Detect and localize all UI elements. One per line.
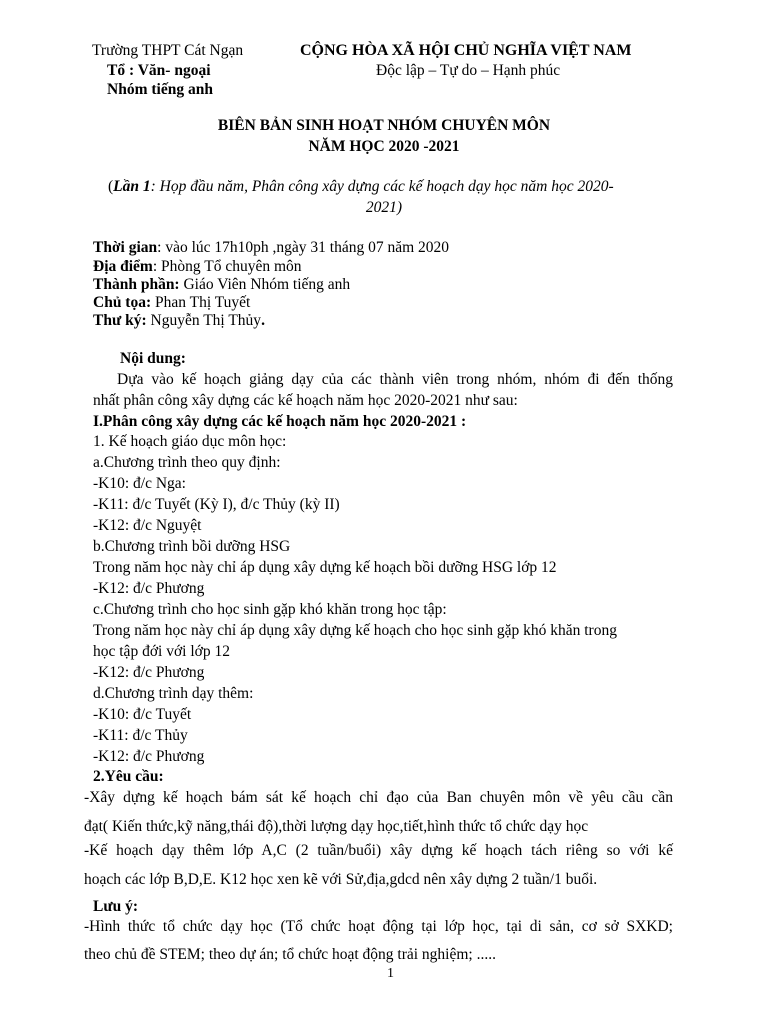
note-line-2: theo chủ đề STEM; theo dự án; tổ chức hoạt động trải nghiệm; ..... [84, 946, 496, 963]
item-d: d.Chương trình dạy thêm: [93, 685, 254, 702]
intro-line-1: Dựa vào kế hoạch giảng dạy của các thành viên trong nhóm, nhóm đi đến thống [117, 371, 673, 388]
content-heading: Nội dung: [120, 350, 186, 367]
meeting-chair [93, 294, 250, 312]
requirement-1-line-1: -Xây dựng kế hoạch bám sát kế hoạch chỉ đạo của Ban chuyên môn về yêu cầu cần [84, 789, 673, 806]
item-b-note: Trong năm học này chỉ áp dụng xây dựng kế hoạch bồi dưỡng HSG lớp 12 [93, 559, 557, 576]
meeting-number: Lần 1 [113, 178, 151, 195]
chair-label: Chủ tọa: [93, 294, 152, 311]
place-label: Địa điểm [93, 258, 153, 275]
place-value: : Phòng Tổ chuyên môn [152, 258, 302, 275]
document-title: BIÊN BẢN SINH HOẠT NHÓM CHUYÊN MÔN [217, 117, 551, 134]
item-c-note-2: học tập đới với lớp 12 [93, 643, 230, 660]
department-name: Tổ : Văn- ngoại [107, 62, 211, 79]
chair-value: Phan Thị Tuyết [151, 294, 251, 311]
members-value: Giáo Viên Nhóm tiếng anh [179, 276, 351, 293]
item-a-k10: -K10: đ/c Nga: [93, 475, 186, 492]
item-a: a.Chương trình theo quy định: [93, 454, 281, 471]
item-a-k12: -K12: đ/c Nguyệt [93, 517, 202, 534]
item-b: b.Chương trình bồi dưỡng HSG [93, 538, 291, 555]
item-d-k10: -K10: đ/c Tuyết [93, 706, 192, 723]
requirement-2-line-2: hoạch các lớp B,D,E. K12 học xen kẽ với Sử,địa,gdcd nên xây dựng 2 tuần/1 buổi. [84, 871, 598, 888]
time-label: Thời gian [93, 239, 158, 256]
members-label: Thành phần: [93, 276, 180, 293]
item-c: c.Chương trình cho học sinh gặp khó khăn trong học tập: [93, 601, 447, 618]
item-c-note-1: Trong năm học này chỉ áp dụng xây dựng kế hoạch cho học sinh gặp khó khăn trong [93, 622, 617, 639]
intro-line-2: nhất phân công xây dựng các kế hoạch năm học 2020-2021 như sau: [93, 392, 518, 409]
note-line-1: -Hình thức tổ chức dạy học (Tổ chức hoạt động tại lớp học, tại di sản, cơ sở SXKD; [84, 918, 673, 935]
page-number: 1 [387, 966, 394, 981]
meeting-members [93, 276, 350, 294]
requirement-2-line-1: -Kế hoạch dạy thêm lớp A,C (2 tuần/buổi) xây dựng kế hoạch tách riêng so với kế [84, 842, 673, 859]
item-a-k11: -K11: đ/c Tuyết (Kỳ I), đ/c Thủy (kỳ II) [93, 496, 340, 513]
secretary-label: Thư ký: [93, 312, 147, 329]
meeting-secretary [93, 312, 265, 330]
section-1-heading: I.Phân công xây dựng các kế hoạch năm học 2020-2021 : [93, 413, 467, 430]
secretary-period: . [261, 312, 265, 329]
item-d-k11: -K11: đ/c Thủy [93, 727, 188, 744]
subtitle-text: : Họp đầu năm, Phân công xây dựng các kế hoạch dạy học năm học 2020- [150, 178, 614, 195]
item-c-k12: -K12: đ/c Phương [93, 664, 205, 681]
national-title: CỘNG HÒA XÃ HỘI CHỦ NGHĨA VIỆT NAM [300, 42, 632, 59]
item-b-k12: -K12: đ/c Phương [93, 580, 205, 597]
group-name: Nhóm tiếng anh [107, 81, 213, 98]
meeting-subtitle [108, 178, 614, 196]
school-year-title: NĂM HỌC 2020 -2021 [308, 138, 460, 155]
meeting-place [93, 258, 302, 276]
secretary-value: Nguyễn Thị Thủy [146, 312, 262, 329]
meeting-subtitle-cont: 2021) [365, 199, 403, 216]
requirement-1-line-2: đạt( Kiến thức,kỹ năng,thái độ),thời lượng dạy học,tiết,hình thức tổ chức dạy học [84, 818, 589, 835]
subtitle-open: ( [108, 178, 114, 195]
time-value: : vào lúc 17h10ph ,ngày 31 tháng 07 năm 2020 [157, 239, 450, 256]
note-heading: Lưu ý: [93, 898, 139, 915]
item-d-k12: -K12: đ/c Phương [93, 748, 205, 765]
school-name: Trường THPT Cát Ngạn [92, 42, 244, 59]
section-2-heading: 2.Yêu cầu: [93, 768, 164, 785]
national-motto: Độc lập – Tự do – Hạnh phúc [376, 62, 561, 79]
item-1: 1. Kế hoạch giáo dục môn học: [93, 433, 287, 450]
meeting-time [93, 239, 449, 257]
